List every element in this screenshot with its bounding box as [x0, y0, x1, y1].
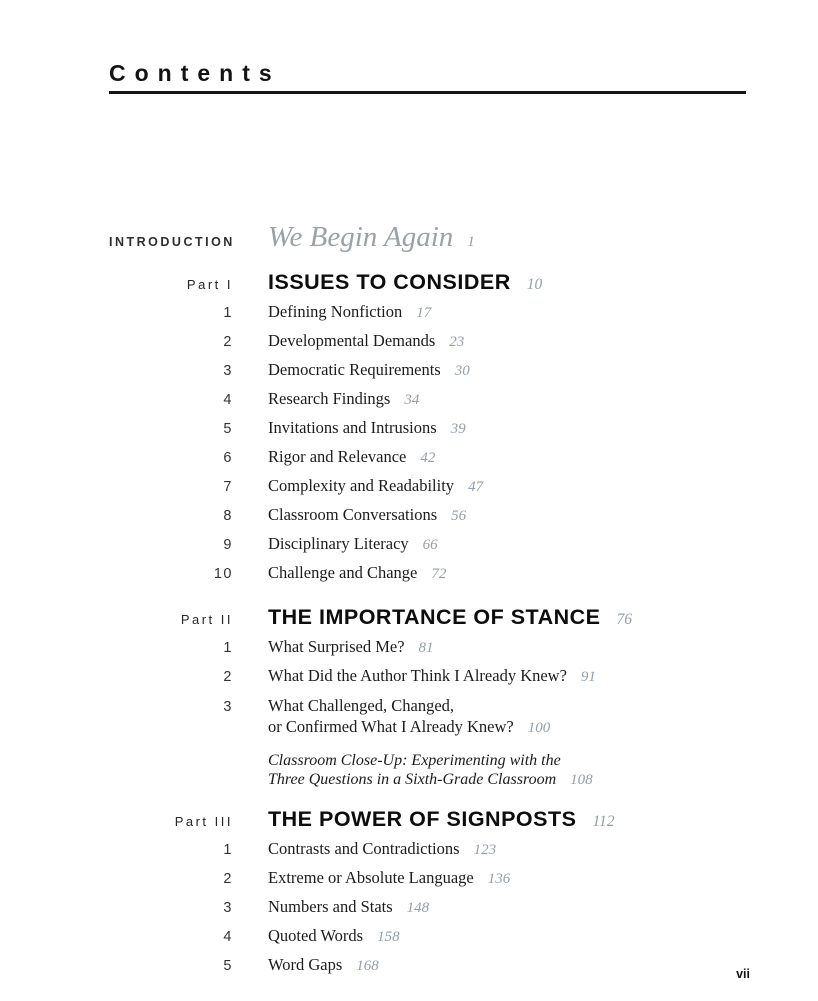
- page-title: Contents: [109, 60, 281, 86]
- toc-chapter-row: [109, 662, 754, 691]
- toc-chapter-row: [109, 559, 754, 588]
- chapter-number: 9: [223, 537, 233, 553]
- chapter-page-number: 34: [404, 392, 420, 408]
- chapter-title: Word Gaps: [268, 955, 343, 974]
- chapter-number: 4: [223, 392, 233, 408]
- part-page-number: 10: [526, 276, 543, 293]
- toc-chapter-row: [109, 443, 754, 472]
- part-heading-entry: [268, 806, 615, 835]
- part-heading: THE IMPORTANCE OF STANCE: [268, 605, 601, 629]
- chapter-title: What Surprised Me?: [268, 637, 405, 656]
- toc-chapter-row: [109, 472, 754, 501]
- chapter-title: Democratic Requirements: [268, 360, 441, 379]
- chapter-title: Challenge and Change: [268, 563, 418, 582]
- part-page-number: 112: [592, 813, 615, 830]
- chapter-number: 10: [213, 566, 233, 582]
- chapter-page-number: 158: [377, 929, 400, 945]
- toc-chapter-row: [109, 501, 754, 530]
- chapter-number: 7: [223, 479, 233, 495]
- chapter-number: 3: [223, 900, 233, 916]
- toc-note-row: [109, 751, 754, 790]
- toc-chapter-row: [109, 385, 754, 414]
- chapter-title: Disciplinary Literacy: [268, 534, 409, 553]
- chapter-number: 4: [223, 929, 233, 945]
- chapter-page-number: 72: [431, 566, 447, 582]
- part-heading: THE POWER OF SIGNPOSTS: [268, 807, 577, 831]
- chapter-page-number: 47: [468, 479, 484, 495]
- chapter-number: 5: [223, 421, 233, 437]
- toc-chapter-row: [109, 691, 754, 742]
- note-page-number: 108: [570, 772, 593, 788]
- part-heading-row: [109, 806, 754, 835]
- part-heading-entry: [268, 604, 632, 633]
- part-heading-row: [109, 604, 754, 633]
- note-title-line: Classroom Close-Up: Experimenting with the: [268, 752, 561, 769]
- chapter-number: 1: [223, 842, 233, 858]
- toc-chapter-row: [109, 530, 754, 559]
- chapter-page-number: 148: [406, 900, 430, 916]
- chapter-title: Invitations and Intrusions: [268, 418, 437, 437]
- chapter-title: Developmental Demands: [268, 331, 436, 350]
- chapter-number: 1: [223, 640, 233, 656]
- toc-chapter-row: [109, 633, 754, 662]
- chapter-page-number: 39: [450, 421, 466, 437]
- part-label: Part III: [174, 814, 233, 829]
- note-title-line: Three Questions in a Sixth-Grade Classroom: [268, 771, 557, 788]
- chapter-title: Defining Nonfiction: [268, 302, 403, 321]
- chapter-page-number: 17: [416, 305, 432, 321]
- chapter-number: 1: [223, 305, 233, 321]
- toc-chapter-row: [109, 298, 754, 327]
- chapter-page-number: 91: [580, 669, 596, 685]
- chapter-page-number: 66: [422, 537, 438, 553]
- chapter-title: Rigor and Relevance: [268, 447, 407, 466]
- chapter-page-number: 100: [527, 719, 551, 736]
- part-heading-row: [109, 269, 754, 298]
- toc-chapter-row: [109, 414, 754, 443]
- chapter-title: Complexity and Readability: [268, 476, 455, 495]
- chapter-title-line: What Challenged, Changed,: [268, 696, 455, 715]
- chapter-title-line: or Confirmed What I Already Knew?: [268, 716, 514, 736]
- chapter-number: 2: [223, 334, 233, 350]
- chapter-page-number: 168: [356, 958, 379, 974]
- part-label: Part II: [180, 612, 233, 627]
- chapter-number: 2: [223, 871, 233, 887]
- part-heading: ISSUES TO CONSIDER: [268, 270, 511, 294]
- introduction-row: [109, 218, 754, 261]
- introduction-label: INTRODUCTION: [109, 235, 235, 249]
- chapter-page-number: 81: [418, 640, 434, 656]
- chapter-page-number: 23: [449, 334, 465, 350]
- chapter-page-number: 136: [487, 871, 511, 887]
- toc-chapter-row: [109, 356, 754, 385]
- part-page-number: 76: [616, 611, 633, 628]
- introduction-title: We Begin Again: [268, 221, 454, 253]
- chapter-page-number: 30: [454, 363, 470, 379]
- toc-chapter-row: [109, 327, 754, 356]
- chapter-title: Research Findings: [268, 389, 391, 408]
- chapter-title: Numbers and Stats: [268, 897, 393, 916]
- part-heading-entry: [268, 269, 542, 298]
- chapter-title: Contrasts and Contradictions: [268, 839, 460, 858]
- chapter-number: 3: [223, 363, 233, 379]
- introduction-entry: [268, 218, 475, 261]
- chapter-page-number: 123: [473, 842, 497, 858]
- table-of-contents: [109, 218, 754, 980]
- page-header: [109, 61, 746, 94]
- chapter-page-number: 56: [451, 508, 467, 524]
- toc-chapter-row: [109, 864, 754, 893]
- chapter-number: 5: [223, 958, 233, 974]
- chapter-page-number: 42: [420, 450, 436, 466]
- title-rule: [109, 91, 746, 94]
- chapter-title: What Did the Author Think I Already Knew?: [268, 666, 567, 685]
- chapter-number: 8: [223, 508, 233, 524]
- toc-chapter-row: [109, 835, 754, 864]
- chapter-number: 2: [223, 669, 233, 685]
- chapter-title: Quoted Words: [268, 926, 364, 945]
- toc-chapter-row: [109, 922, 754, 951]
- folio-page-number: vii: [736, 967, 750, 981]
- part-label: Part I: [186, 277, 233, 292]
- introduction-page-number: 1: [467, 234, 475, 250]
- chapter-number: 6: [223, 450, 233, 466]
- toc-chapter-row: [109, 951, 754, 980]
- chapter-title: Extreme or Absolute Language: [268, 868, 474, 887]
- toc-chapter-row: [109, 893, 754, 922]
- chapter-number: 3: [223, 699, 233, 715]
- chapter-title: Classroom Conversations: [268, 505, 438, 524]
